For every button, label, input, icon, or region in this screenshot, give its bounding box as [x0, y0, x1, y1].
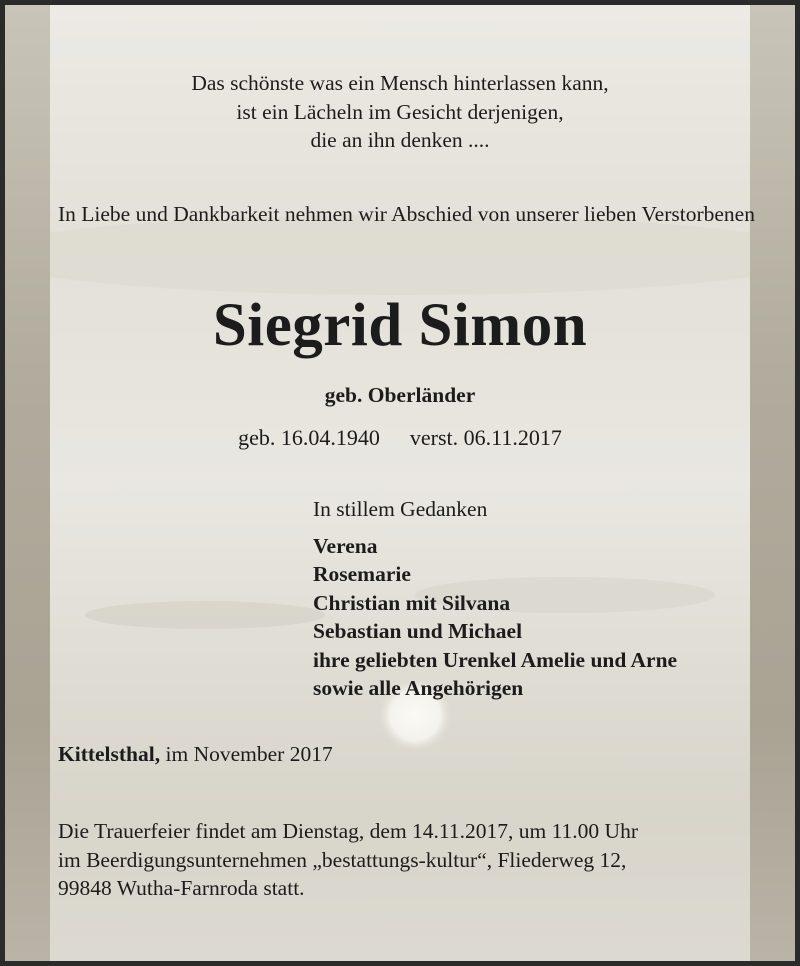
mourner-name: sowie alle Angehörigen [313, 676, 524, 700]
birth-date: geb. 16.04.1940 [238, 425, 380, 450]
place-and-date [58, 740, 333, 768]
mourner-name: ihre geliebten Urenkel Amelie und Arne [313, 647, 678, 672]
poem-line: die an ihn denken .... [310, 128, 490, 152]
notice-date: im November 2017 [165, 742, 333, 766]
mourner-name: Christian mit Silvana [313, 590, 511, 615]
maiden-name: geb. Oberländer [324, 383, 476, 407]
opening-poem [5, 69, 795, 155]
funeral-line: 99848 Wutha-Farnroda statt. [58, 876, 305, 900]
deceased-name: Siegrid Simon [212, 292, 588, 359]
life-dates [5, 423, 795, 453]
mourner-name: Sebastian und Michael [313, 619, 523, 643]
place-name: Kittelsthal, [58, 742, 161, 766]
death-date: verst. 06.11.2017 [409, 425, 562, 450]
farewell-intro: In Liebe und Dankbarkeit nehmen wir Abschied von unserer lieben Verstorbenen [58, 202, 755, 226]
funeral-line: im Beerdigungsunternehmen „bestattungs-kultur“, Fliederweg 12, [58, 847, 627, 872]
mourners-block [313, 495, 677, 703]
mourners-heading: In stillem Gedanken [313, 497, 488, 521]
poem-line: ist ein Lächeln im Gesicht derjenigen, [236, 99, 564, 124]
funeral-details [58, 817, 778, 903]
mourners-list [313, 532, 677, 703]
funeral-line: Die Trauerfeier findet am Dienstag, dem 14.11.2017, um 11.00 Uhr [58, 819, 638, 843]
mourner-name: Rosemarie [313, 562, 411, 586]
poem-line: Das schönste was ein Mensch hinterlassen kann, [191, 71, 609, 95]
mourner-name: Verena [313, 533, 378, 558]
